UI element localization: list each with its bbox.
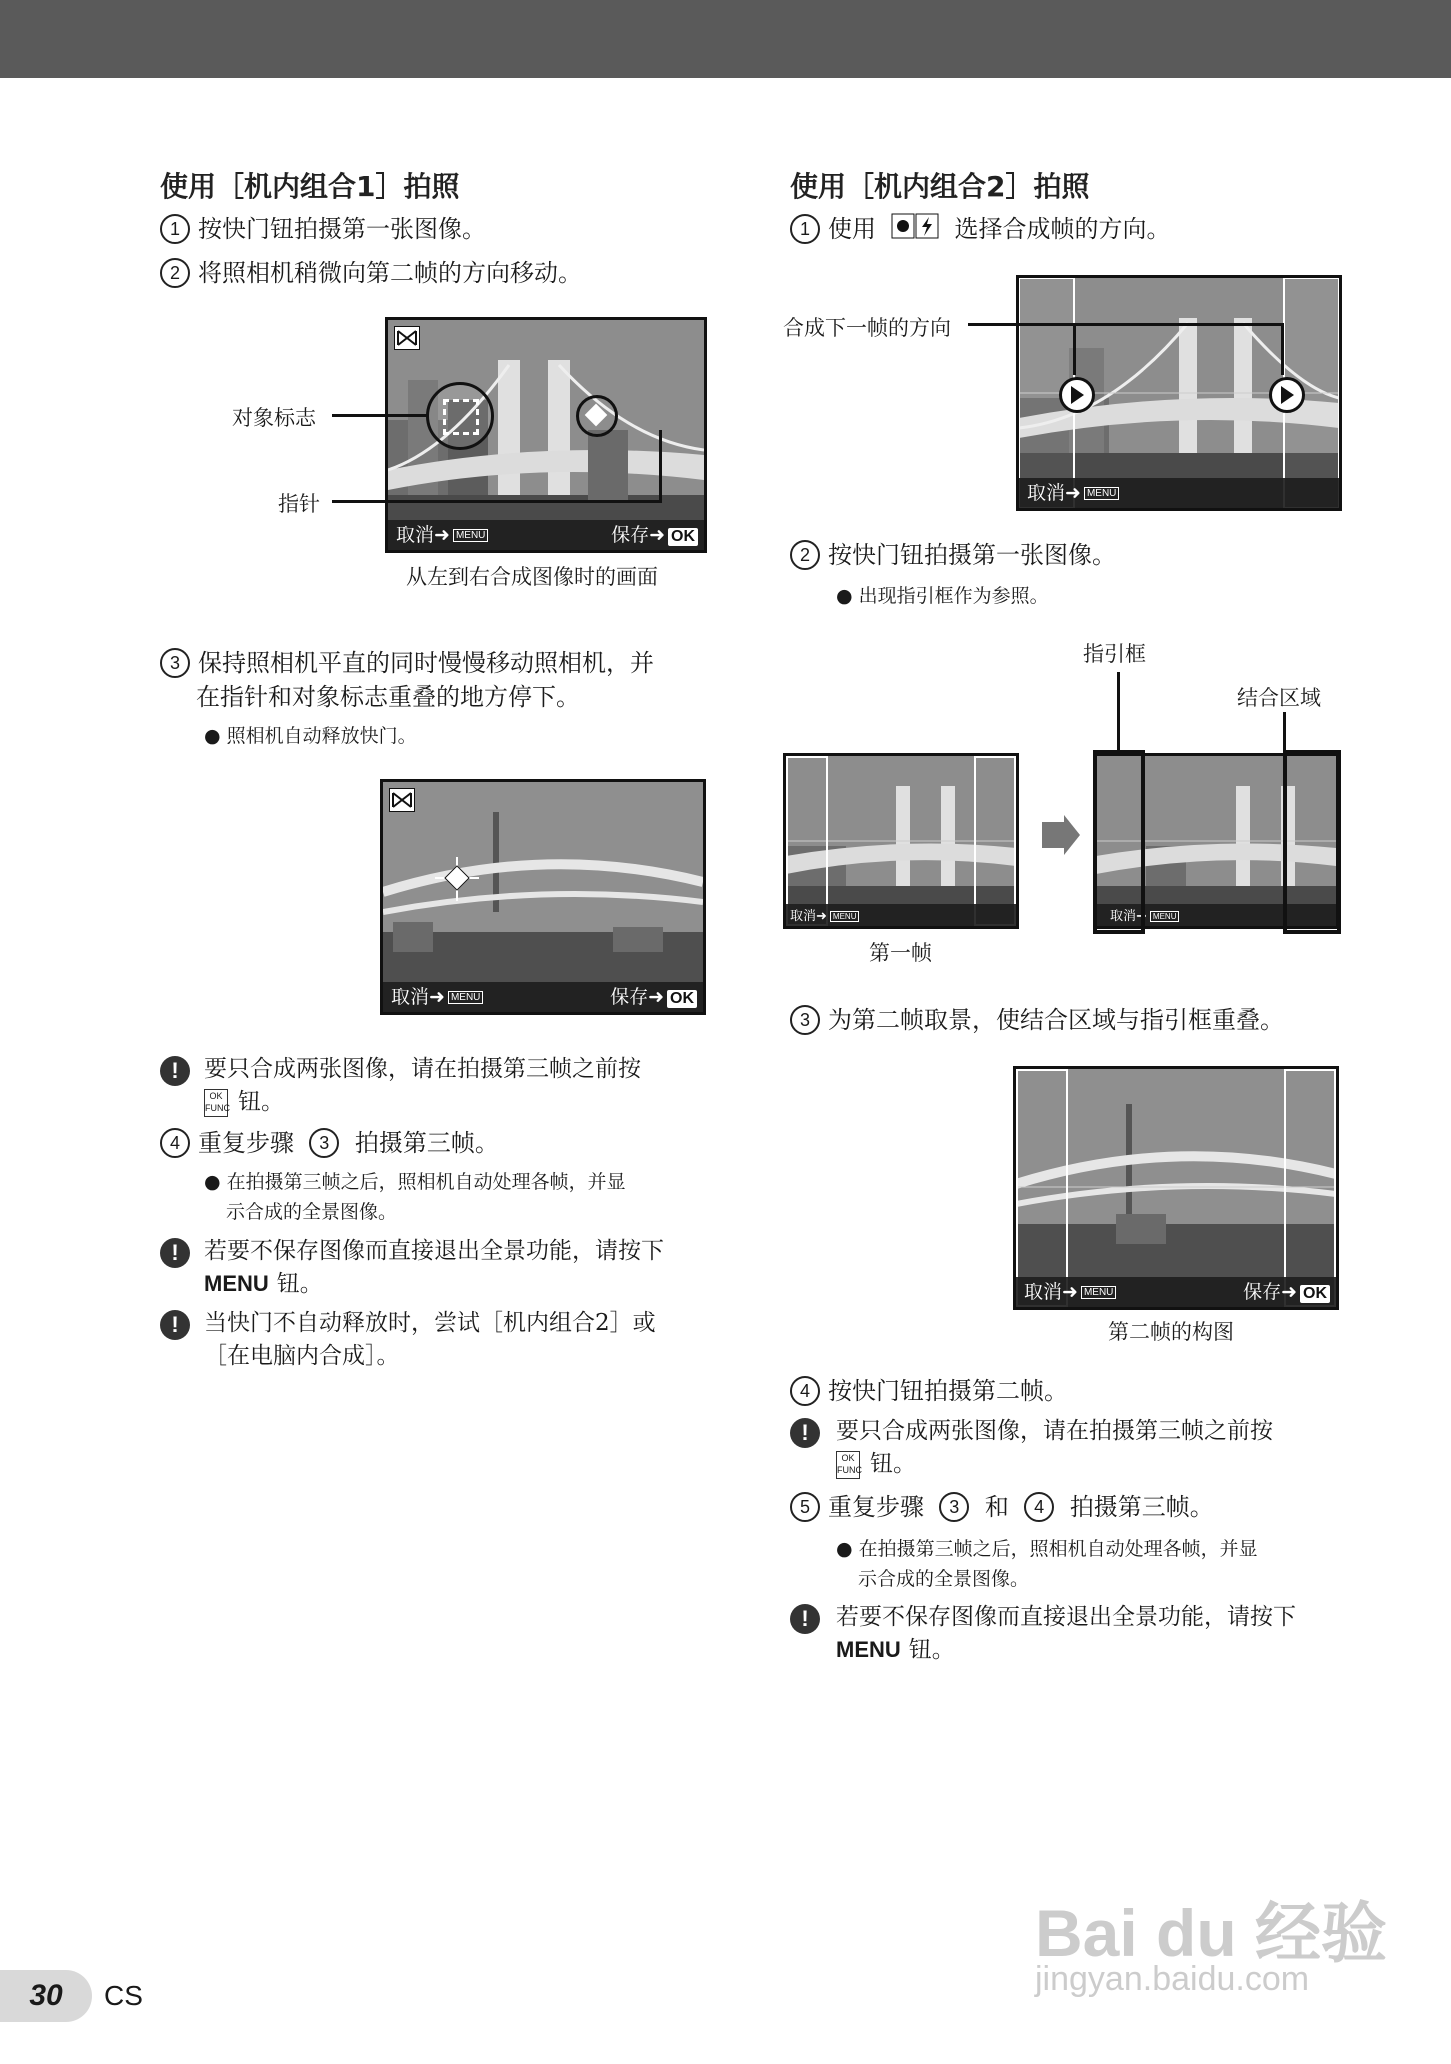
page-language: CS — [104, 1980, 143, 2011]
left-step-4-bullet-cont: 示合成的全景图像。 — [226, 1201, 398, 1223]
right-step-3: 3 为第二帧取景，使结合区域与指引框重叠。 — [790, 1003, 1284, 1037]
callout-line-join — [1283, 712, 1286, 754]
target-mark-icon — [443, 399, 479, 435]
cancel-menu-label: 取消➜ MENU — [1024, 1277, 1116, 1304]
label-guide-frame: 指引框 — [1083, 642, 1146, 666]
right-step-2: 2 按快门钮拍摄第一张图像。 — [790, 538, 1116, 572]
screen-status-bar — [388, 520, 704, 550]
left-step-2: 2 将照相机稍微向第二帧的方向移动。 — [160, 256, 582, 290]
right-step-5-bullet-cont: 示合成的全景图像。 — [858, 1568, 1030, 1590]
left-step-4-bullet: ● 在拍摄第三帧之后，照相机自动处理各帧，并显 — [204, 1171, 626, 1193]
callout-line-direction-v2 — [1281, 323, 1284, 375]
left-step-3: 3 保持照相机平直的同时慢慢移动照相机，并 — [160, 646, 654, 680]
pointer-circle — [576, 395, 618, 437]
right-arrow-icon — [1042, 822, 1064, 848]
left-note-1: 要只合成两张图像，请在拍摄第三帧之前按 — [204, 1056, 641, 1082]
label-target-mark: 对象标志 — [232, 406, 316, 430]
panorama-icon — [389, 788, 415, 812]
exclamation-icon: ! — [160, 1310, 190, 1340]
cancel-menu-label: 取消➜ MENU — [1110, 905, 1179, 924]
left-step-4: 4 重复步骤 3 拍摄第三帧。 — [160, 1126, 499, 1160]
callout-line-pointer-v — [659, 430, 662, 503]
join-area-box — [1283, 750, 1341, 934]
label-pointer: 指针 — [278, 492, 320, 516]
save-ok-label: 保存➜ OK — [611, 520, 698, 547]
camera-screen-3 — [1016, 275, 1342, 511]
baidu-watermark-url: jingyan.baidu.com — [1035, 1960, 1310, 1998]
cancel-menu-label: 取消➜ MENU — [396, 520, 488, 547]
left-step-1: 1 按快门钮拍摄第一张图像。 — [160, 212, 486, 246]
left-note-2: 若要不保存图像而直接退出全景功能，请按下 — [204, 1238, 664, 1264]
left-note-3-cont: ［在电脑内合成］。 — [204, 1343, 400, 1369]
screen-status-bar — [383, 982, 703, 1012]
right-note-1-cont: OK FUNC 钮。 — [837, 1451, 916, 1477]
baidu-watermark-logo: Bai du 经验 — [1035, 1896, 1388, 1970]
right-note-1: 要只合成两张图像，请在拍摄第三帧之前按 — [836, 1418, 1273, 1444]
right-note-2-cont: MENU 钮。 — [836, 1637, 955, 1663]
cancel-menu-label: 取消➜ MENU — [391, 982, 483, 1009]
callout-line-pointer — [332, 500, 662, 503]
right-step-1: 1 使用 选择合成帧的方向。 — [790, 212, 1171, 248]
exclamation-icon: ! — [790, 1604, 820, 1634]
save-ok-label: 保存➜ OK — [610, 982, 697, 1009]
callout-line-direction-v1 — [1073, 323, 1076, 375]
right-step-4: 4 按快门钮拍摄第二帧。 — [790, 1374, 1068, 1408]
cancel-menu-label: 取消➜ MENU — [1027, 478, 1119, 505]
guide-frame-box — [1093, 750, 1145, 934]
section-heading-right: 使用［机内组合2］拍照 — [790, 170, 1090, 203]
exclamation-icon: ! — [160, 1056, 190, 1086]
menu-key-label: MENU — [836, 1637, 901, 1662]
left-step-3-bullet: ● 照相机自动释放快门。 — [204, 725, 417, 747]
caption-second-frame: 第二帧的构图 — [1108, 1320, 1234, 1344]
header-bar — [0, 0, 1451, 78]
left-note-1-cont: OK FUNC 钮。 — [205, 1089, 284, 1115]
target-mark-circle — [426, 382, 494, 450]
exclamation-icon: ! — [160, 1238, 190, 1268]
ok-func-key-icon: OK FUNC — [836, 1451, 860, 1479]
label-join-area: 结合区域 — [1237, 686, 1321, 710]
right-step-5-bullet: ● 在拍摄第三帧之后，照相机自动处理各帧，并显 — [836, 1538, 1258, 1560]
caption-screen-1: 从左到右合成图像时的画面 — [406, 565, 658, 589]
ok-func-key-icon: OK FUNC — [204, 1089, 228, 1117]
left-step-3-cont: 在指针和对象标志重叠的地方停下。 — [196, 683, 580, 711]
direction-arrow-icon — [1269, 377, 1305, 413]
label-next-frame-direction: 合成下一帧的方向 — [783, 316, 951, 340]
right-step-2-bullet: ● 出现指引框作为参照。 — [836, 585, 1049, 607]
camera-screen-4 — [1013, 1066, 1339, 1310]
screen-status-bar — [1019, 478, 1339, 508]
panorama-icon — [394, 326, 420, 350]
callout-line-guide — [1117, 672, 1120, 754]
bridge-image-2 — [383, 782, 703, 1012]
left-note-2-cont: MENU 钮。 — [204, 1271, 323, 1297]
callout-line-direction — [968, 323, 1283, 326]
first-frame-screen — [783, 753, 1019, 929]
page-number: 30 — [0, 1970, 92, 2022]
caption-first-frame: 第一帧 — [869, 941, 932, 965]
direction-arrow-icon — [1059, 377, 1095, 413]
save-ok-label: 保存➜ OK — [1243, 1277, 1330, 1304]
macro-flash-buttons-icon — [891, 213, 939, 248]
right-step-5: 5 重复步骤 3 和 4 拍摄第三帧。 — [790, 1490, 1214, 1524]
section-heading-left: 使用［机内组合1］拍照 — [160, 170, 460, 203]
pointer-icon — [585, 404, 608, 427]
exclamation-icon: ! — [790, 1418, 820, 1448]
left-note-3: 当快门不自动释放时，尝试［机内组合2］或 — [204, 1310, 656, 1336]
camera-screen-2 — [380, 779, 706, 1015]
cancel-menu-label: 取消➜ MENU — [790, 905, 859, 924]
menu-key-label: MENU — [204, 1271, 269, 1296]
right-note-2: 若要不保存图像而直接退出全景功能，请按下 — [836, 1604, 1296, 1630]
callout-line-target — [332, 414, 428, 417]
